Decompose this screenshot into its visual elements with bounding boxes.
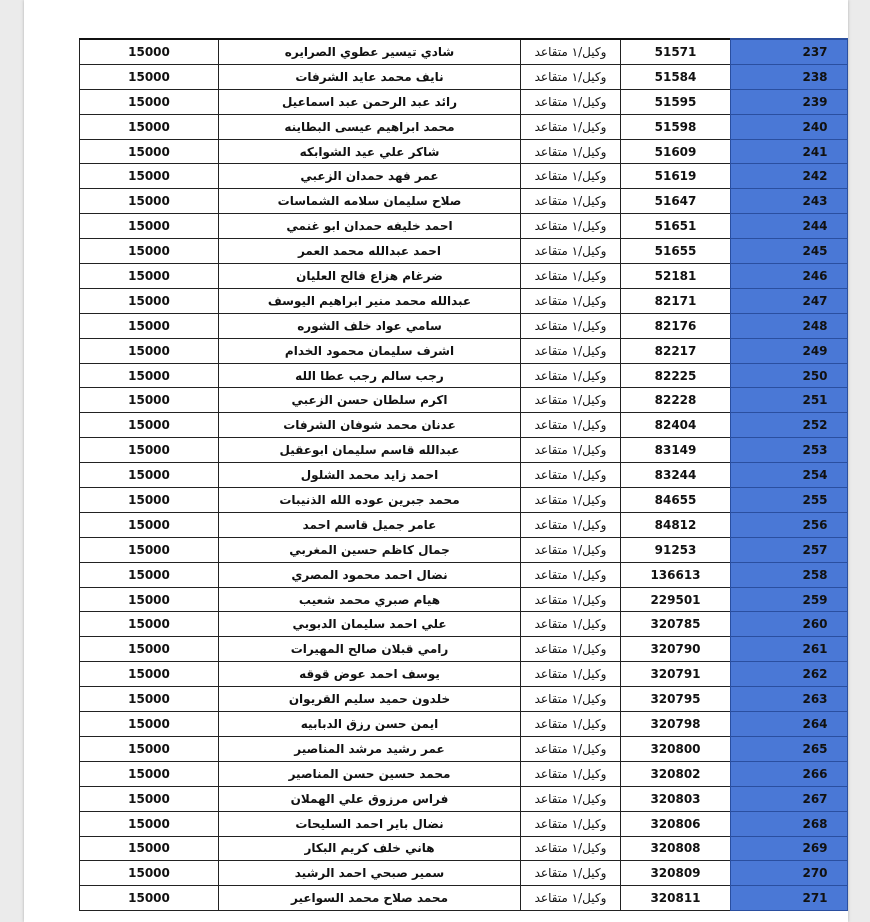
table-row: [80, 736, 848, 761]
name-cell: اشرف سليمان محمود الخدام: [219, 338, 521, 363]
amount-cell: 15000: [80, 463, 219, 488]
rank-status-cell: وكيل/١ متقاعد: [521, 39, 621, 64]
table-row: [80, 114, 848, 139]
table-row: [80, 89, 848, 114]
amount-cell: 15000: [80, 488, 219, 513]
military-number-cell: 320811: [621, 886, 731, 911]
roster-body: [80, 39, 848, 911]
name-cell: علي احمد سليمان الدبوبي: [219, 612, 521, 637]
name-cell: شاكر علي عيد الشوابكه: [219, 139, 521, 164]
rank-status-cell: وكيل/١ متقاعد: [521, 438, 621, 463]
military-number-cell: 84812: [621, 512, 731, 537]
name-cell: سمير صبحي احمد الرشيد: [219, 861, 521, 886]
table-row: [80, 363, 848, 388]
military-number-cell: 136613: [621, 562, 731, 587]
rank-status-cell: وكيل/١ متقاعد: [521, 239, 621, 264]
table-row: [80, 463, 848, 488]
row-index-cell: 258: [731, 562, 848, 587]
military-number-cell: 320795: [621, 687, 731, 712]
name-cell: شادي تيسير عطوي الصرايره: [219, 39, 521, 64]
military-number-cell: 51584: [621, 64, 731, 89]
amount-cell: 15000: [80, 612, 219, 637]
military-number-cell: 320808: [621, 836, 731, 861]
table-row: [80, 562, 848, 587]
rank-status-cell: وكيل/١ متقاعد: [521, 189, 621, 214]
row-index-cell: 263: [731, 687, 848, 712]
amount-cell: 15000: [80, 712, 219, 737]
table-row: [80, 786, 848, 811]
amount-cell: 15000: [80, 637, 219, 662]
table-row: [80, 612, 848, 637]
table-row: [80, 761, 848, 786]
military-number-cell: 320803: [621, 786, 731, 811]
table-row: [80, 587, 848, 612]
rank-status-cell: وكيل/١ متقاعد: [521, 64, 621, 89]
amount-cell: 15000: [80, 239, 219, 264]
table-row: [80, 836, 848, 861]
table-row: [80, 886, 848, 911]
amount-cell: 15000: [80, 164, 219, 189]
military-number-cell: 82217: [621, 338, 731, 363]
rank-status-cell: وكيل/١ متقاعد: [521, 861, 621, 886]
military-number-cell: 51619: [621, 164, 731, 189]
rank-status-cell: وكيل/١ متقاعد: [521, 712, 621, 737]
military-number-cell: 320802: [621, 761, 731, 786]
military-number-cell: 320806: [621, 811, 731, 836]
amount-cell: 15000: [80, 438, 219, 463]
name-cell: نضال احمد محمود المصري: [219, 562, 521, 587]
rank-status-cell: وكيل/١ متقاعد: [521, 89, 621, 114]
rank-status-cell: وكيل/١ متقاعد: [521, 637, 621, 662]
table-row: [80, 413, 848, 438]
amount-cell: 15000: [80, 786, 219, 811]
row-index-cell: 271: [731, 886, 848, 911]
rank-status-cell: وكيل/١ متقاعد: [521, 264, 621, 289]
name-cell: رجب سالم رجب عطا الله: [219, 363, 521, 388]
name-cell: هاني خلف كريم البكار: [219, 836, 521, 861]
table-row: [80, 662, 848, 687]
table-row: [80, 388, 848, 413]
table-row: [80, 288, 848, 313]
amount-cell: 15000: [80, 64, 219, 89]
rank-status-cell: وكيل/١ متقاعد: [521, 811, 621, 836]
row-index-cell: 254: [731, 463, 848, 488]
rank-status-cell: وكيل/١ متقاعد: [521, 886, 621, 911]
military-number-cell: 320790: [621, 637, 731, 662]
amount-cell: 15000: [80, 811, 219, 836]
amount-cell: 15000: [80, 39, 219, 64]
table-row: [80, 861, 848, 886]
amount-cell: 15000: [80, 114, 219, 139]
amount-cell: 15000: [80, 662, 219, 687]
row-index-cell: 269: [731, 836, 848, 861]
amount-cell: 15000: [80, 761, 219, 786]
name-cell: ايمن حسن رزق الدبابيه: [219, 712, 521, 737]
name-cell: سامي عواد خلف الشوره: [219, 313, 521, 338]
military-number-cell: 84655: [621, 488, 731, 513]
rank-status-cell: وكيل/١ متقاعد: [521, 512, 621, 537]
military-number-cell: 82404: [621, 413, 731, 438]
row-index-cell: 262: [731, 662, 848, 687]
amount-cell: 15000: [80, 288, 219, 313]
rank-status-cell: وكيل/١ متقاعد: [521, 388, 621, 413]
table-row: [80, 338, 848, 363]
amount-cell: 15000: [80, 836, 219, 861]
name-cell: محمد ابراهيم عيسى البطاينه: [219, 114, 521, 139]
name-cell: نضال باير احمد السليحات: [219, 811, 521, 836]
amount-cell: 15000: [80, 388, 219, 413]
row-index-cell: 249: [731, 338, 848, 363]
amount-cell: 15000: [80, 89, 219, 114]
roster-table: [79, 38, 848, 911]
military-number-cell: 51609: [621, 139, 731, 164]
military-number-cell: 83244: [621, 463, 731, 488]
name-cell: احمد زايد محمد الشلول: [219, 463, 521, 488]
row-index-cell: 266: [731, 761, 848, 786]
amount-cell: 15000: [80, 363, 219, 388]
rank-status-cell: وكيل/١ متقاعد: [521, 537, 621, 562]
amount-cell: 15000: [80, 736, 219, 761]
table-row: [80, 64, 848, 89]
row-index-cell: 260: [731, 612, 848, 637]
rank-status-cell: وكيل/١ متقاعد: [521, 736, 621, 761]
rank-status-cell: وكيل/١ متقاعد: [521, 214, 621, 239]
row-index-cell: 253: [731, 438, 848, 463]
rank-status-cell: وكيل/١ متقاعد: [521, 836, 621, 861]
table-row: [80, 687, 848, 712]
name-cell: ضرغام هزاع فالح العليان: [219, 264, 521, 289]
amount-cell: 15000: [80, 687, 219, 712]
row-index-cell: 256: [731, 512, 848, 537]
row-index-cell: 251: [731, 388, 848, 413]
row-index-cell: 240: [731, 114, 848, 139]
row-index-cell: 250: [731, 363, 848, 388]
rank-status-cell: وكيل/١ متقاعد: [521, 164, 621, 189]
row-index-cell: 239: [731, 89, 848, 114]
row-index-cell: 244: [731, 214, 848, 239]
row-index-cell: 237: [731, 39, 848, 64]
document-page: [24, 0, 848, 922]
military-number-cell: 51651: [621, 214, 731, 239]
military-number-cell: 83149: [621, 438, 731, 463]
row-index-cell: 270: [731, 861, 848, 886]
rank-status-cell: وكيل/١ متقاعد: [521, 338, 621, 363]
row-index-cell: 247: [731, 288, 848, 313]
row-index-cell: 265: [731, 736, 848, 761]
rank-status-cell: وكيل/١ متقاعد: [521, 413, 621, 438]
row-index-cell: 248: [731, 313, 848, 338]
military-number-cell: 320785: [621, 612, 731, 637]
amount-cell: 15000: [80, 264, 219, 289]
name-cell: محمد صلاح محمد السواعير: [219, 886, 521, 911]
row-index-cell: 261: [731, 637, 848, 662]
rank-status-cell: وكيل/١ متقاعد: [521, 114, 621, 139]
name-cell: احمد خليفه حمدان ابو غنمي: [219, 214, 521, 239]
table-row: [80, 164, 848, 189]
military-number-cell: 320791: [621, 662, 731, 687]
table-row: [80, 189, 848, 214]
row-index-cell: 259: [731, 587, 848, 612]
name-cell: خلدون حميد سليم القريوان: [219, 687, 521, 712]
name-cell: عبدالله قاسم سليمان ابوعقيل: [219, 438, 521, 463]
row-index-cell: 238: [731, 64, 848, 89]
amount-cell: 15000: [80, 338, 219, 363]
table-row: [80, 214, 848, 239]
amount-cell: 15000: [80, 886, 219, 911]
amount-cell: 15000: [80, 313, 219, 338]
row-index-cell: 245: [731, 239, 848, 264]
row-index-cell: 267: [731, 786, 848, 811]
name-cell: فراس مرزوق علي الهملان: [219, 786, 521, 811]
table-row: [80, 264, 848, 289]
rank-status-cell: وكيل/١ متقاعد: [521, 761, 621, 786]
rank-status-cell: وكيل/١ متقاعد: [521, 562, 621, 587]
rank-status-cell: وكيل/١ متقاعد: [521, 363, 621, 388]
table-row: [80, 512, 848, 537]
row-index-cell: 243: [731, 189, 848, 214]
military-number-cell: 320800: [621, 736, 731, 761]
name-cell: محمد حسين حسن المناصير: [219, 761, 521, 786]
amount-cell: 15000: [80, 139, 219, 164]
amount-cell: 15000: [80, 587, 219, 612]
name-cell: عمر فهد حمدان الزعبي: [219, 164, 521, 189]
row-index-cell: 246: [731, 264, 848, 289]
military-number-cell: 320809: [621, 861, 731, 886]
row-index-cell: 255: [731, 488, 848, 513]
rank-status-cell: وكيل/١ متقاعد: [521, 662, 621, 687]
rank-status-cell: وكيل/١ متقاعد: [521, 463, 621, 488]
military-number-cell: 51595: [621, 89, 731, 114]
military-number-cell: 229501: [621, 587, 731, 612]
rank-status-cell: وكيل/١ متقاعد: [521, 687, 621, 712]
row-index-cell: 242: [731, 164, 848, 189]
row-index-cell: 268: [731, 811, 848, 836]
name-cell: عمر رشيد مرشد المناصير: [219, 736, 521, 761]
table-row: [80, 39, 848, 64]
military-number-cell: 52181: [621, 264, 731, 289]
name-cell: يوسف احمد عوض قوقه: [219, 662, 521, 687]
name-cell: صلاح سليمان سلامه الشماسات: [219, 189, 521, 214]
military-number-cell: 51655: [621, 239, 731, 264]
rank-status-cell: وكيل/١ متقاعد: [521, 488, 621, 513]
name-cell: رائد عبد الرحمن عبد اسماعيل: [219, 89, 521, 114]
name-cell: محمد جبرين عوده الله الذنيبات: [219, 488, 521, 513]
row-index-cell: 241: [731, 139, 848, 164]
military-number-cell: 82225: [621, 363, 731, 388]
table-row: [80, 537, 848, 562]
military-number-cell: 82171: [621, 288, 731, 313]
name-cell: احمد عبدالله محمد العمر: [219, 239, 521, 264]
name-cell: اكرم سلطان حسن الزعبي: [219, 388, 521, 413]
name-cell: عامر جميل قاسم احمد: [219, 512, 521, 537]
table-row: [80, 313, 848, 338]
amount-cell: 15000: [80, 512, 219, 537]
military-number-cell: 91253: [621, 537, 731, 562]
amount-cell: 15000: [80, 214, 219, 239]
row-index-cell: 252: [731, 413, 848, 438]
rank-status-cell: وكيل/١ متقاعد: [521, 288, 621, 313]
table-row: [80, 712, 848, 737]
rank-status-cell: وكيل/١ متقاعد: [521, 313, 621, 338]
amount-cell: 15000: [80, 413, 219, 438]
military-number-cell: 51571: [621, 39, 731, 64]
name-cell: رامي قبلان صالح المهيرات: [219, 637, 521, 662]
table-row: [80, 239, 848, 264]
rank-status-cell: وكيل/١ متقاعد: [521, 612, 621, 637]
military-number-cell: 51647: [621, 189, 731, 214]
row-index-cell: 257: [731, 537, 848, 562]
military-number-cell: 320798: [621, 712, 731, 737]
name-cell: عدنان محمد شوفان الشرفات: [219, 413, 521, 438]
name-cell: جمال كاظم حسين المغربي: [219, 537, 521, 562]
amount-cell: 15000: [80, 189, 219, 214]
name-cell: نايف محمد عايد الشرفات: [219, 64, 521, 89]
table-row: [80, 139, 848, 164]
table-row: [80, 438, 848, 463]
name-cell: عبدالله محمد منير ابراهيم اليوسف: [219, 288, 521, 313]
rank-status-cell: وكيل/١ متقاعد: [521, 587, 621, 612]
name-cell: هيام صبري محمد شعيب: [219, 587, 521, 612]
row-index-cell: 264: [731, 712, 848, 737]
military-number-cell: 82228: [621, 388, 731, 413]
table-row: [80, 488, 848, 513]
table-row: [80, 811, 848, 836]
amount-cell: 15000: [80, 861, 219, 886]
table-row: [80, 637, 848, 662]
military-number-cell: 51598: [621, 114, 731, 139]
military-number-cell: 82176: [621, 313, 731, 338]
amount-cell: 15000: [80, 537, 219, 562]
rank-status-cell: وكيل/١ متقاعد: [521, 139, 621, 164]
rank-status-cell: وكيل/١ متقاعد: [521, 786, 621, 811]
amount-cell: 15000: [80, 562, 219, 587]
